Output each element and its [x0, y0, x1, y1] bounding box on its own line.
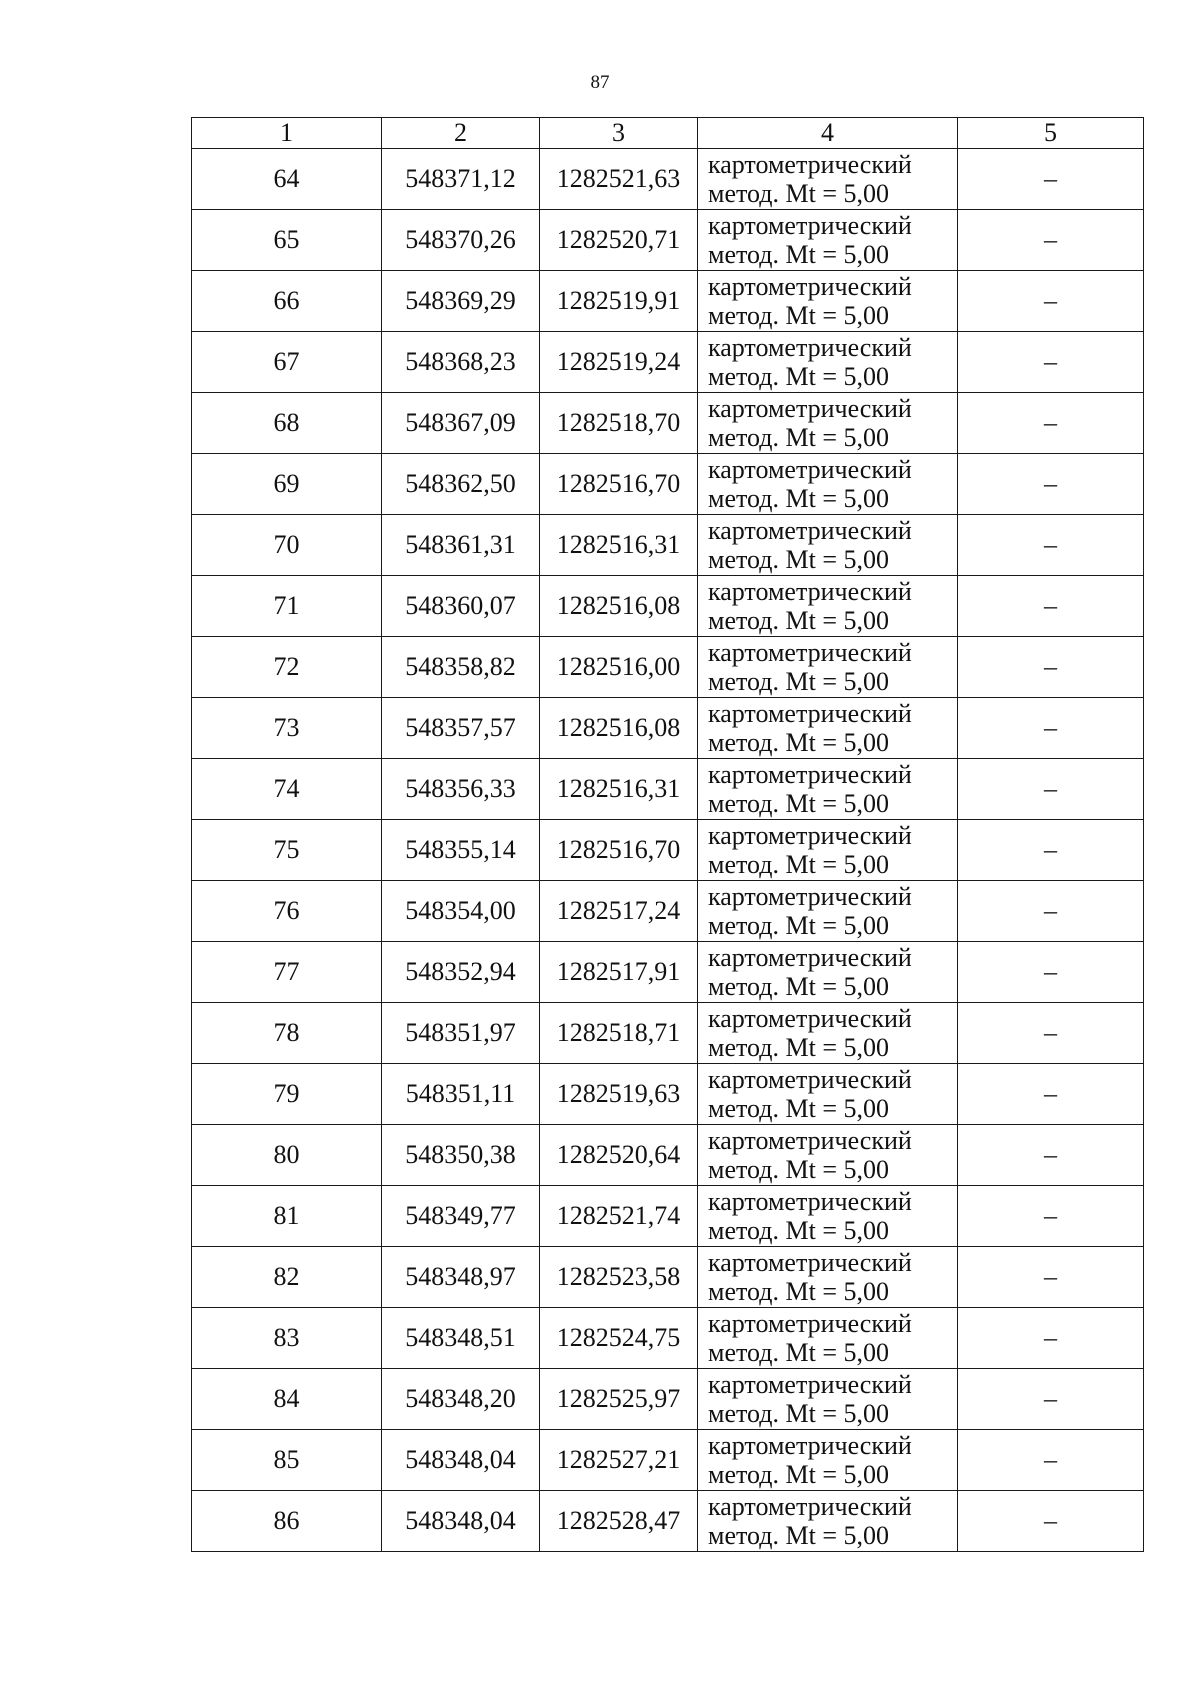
method-cell: [698, 1491, 958, 1552]
method-cell: [698, 1308, 958, 1369]
point-number-cell: 72: [192, 637, 382, 698]
method-line-1: картометрический: [708, 577, 912, 606]
header-row: [192, 118, 1144, 149]
y-coordinate-cell: 1282520,71: [540, 210, 698, 271]
method-line-1: картометрический: [708, 821, 912, 850]
point-number-cell: 65: [192, 210, 382, 271]
y-coordinate-cell: 1282516,31: [540, 759, 698, 820]
table-row: [192, 1430, 1144, 1491]
method-cell: [698, 881, 958, 942]
x-coordinate-cell: 548369,29: [382, 271, 540, 332]
method-line-1: картометрический: [708, 1248, 912, 1277]
table-row: [192, 1064, 1144, 1125]
point-number-cell: 81: [192, 1186, 382, 1247]
note-cell: –: [958, 271, 1144, 332]
method-line-1: картометрический: [708, 333, 912, 362]
method-line-2: метод. Mt = 5,00: [708, 545, 889, 574]
method-line-1: картометрический: [708, 760, 912, 789]
note-cell: –: [958, 881, 1144, 942]
method-line-1: картометрический: [708, 1187, 912, 1216]
note-cell: –: [958, 637, 1144, 698]
header-col-3: 3: [540, 118, 698, 149]
note-cell: –: [958, 1125, 1144, 1186]
point-number-cell: 86: [192, 1491, 382, 1552]
point-number-cell: 66: [192, 271, 382, 332]
coordinates-table: [191, 117, 1144, 1552]
y-coordinate-cell: 1282516,08: [540, 576, 698, 637]
method-line-2: метод. Mt = 5,00: [708, 1460, 889, 1489]
note-cell: –: [958, 1003, 1144, 1064]
method-cell: [698, 1125, 958, 1186]
method-line-1: картометрический: [708, 638, 912, 667]
table-row: [192, 1491, 1144, 1552]
point-number-cell: 84: [192, 1369, 382, 1430]
point-number-cell: 83: [192, 1308, 382, 1369]
point-number-cell: 82: [192, 1247, 382, 1308]
note-cell: –: [958, 698, 1144, 759]
x-coordinate-cell: 548350,38: [382, 1125, 540, 1186]
method-cell: [698, 698, 958, 759]
table-row: [192, 1186, 1144, 1247]
x-coordinate-cell: 548348,04: [382, 1430, 540, 1491]
method-line-1: картометрический: [708, 882, 912, 911]
x-coordinate-cell: 548370,26: [382, 210, 540, 271]
method-line-2: метод. Mt = 5,00: [708, 362, 889, 391]
y-coordinate-cell: 1282521,63: [540, 149, 698, 210]
method-line-2: метод. Mt = 5,00: [708, 1521, 889, 1550]
method-cell: [698, 393, 958, 454]
method-line-1: картометрический: [708, 1065, 912, 1094]
method-line-1: картометрический: [708, 1126, 912, 1155]
note-cell: –: [958, 1308, 1144, 1369]
note-cell: –: [958, 454, 1144, 515]
point-number-cell: 76: [192, 881, 382, 942]
point-number-cell: 69: [192, 454, 382, 515]
method-cell: [698, 1369, 958, 1430]
x-coordinate-cell: 548352,94: [382, 942, 540, 1003]
y-coordinate-cell: 1282516,70: [540, 820, 698, 881]
y-coordinate-cell: 1282521,74: [540, 1186, 698, 1247]
method-cell: [698, 1003, 958, 1064]
x-coordinate-cell: 548356,33: [382, 759, 540, 820]
point-number-cell: 70: [192, 515, 382, 576]
method-cell: [698, 332, 958, 393]
header-col-4: 4: [698, 118, 958, 149]
y-coordinate-cell: 1282518,70: [540, 393, 698, 454]
method-line-2: метод. Mt = 5,00: [708, 1399, 889, 1428]
table-row: [192, 759, 1144, 820]
y-coordinate-cell: 1282516,08: [540, 698, 698, 759]
method-cell: [698, 149, 958, 210]
x-coordinate-cell: 548362,50: [382, 454, 540, 515]
method-line-2: метод. Mt = 5,00: [708, 911, 889, 940]
header-col-5: 5: [958, 118, 1144, 149]
method-line-1: картометрический: [708, 1004, 912, 1033]
table-row: [192, 1308, 1144, 1369]
method-line-2: метод. Mt = 5,00: [708, 1094, 889, 1123]
table-row: [192, 271, 1144, 332]
note-cell: –: [958, 576, 1144, 637]
x-coordinate-cell: 548351,11: [382, 1064, 540, 1125]
header-col-2: 2: [382, 118, 540, 149]
x-coordinate-cell: 548368,23: [382, 332, 540, 393]
point-number-cell: 75: [192, 820, 382, 881]
x-coordinate-cell: 548371,12: [382, 149, 540, 210]
table-row: [192, 1003, 1144, 1064]
x-coordinate-cell: 548361,31: [382, 515, 540, 576]
method-cell: [698, 454, 958, 515]
y-coordinate-cell: 1282520,64: [540, 1125, 698, 1186]
y-coordinate-cell: 1282518,71: [540, 1003, 698, 1064]
table-row: [192, 698, 1144, 759]
method-line-2: метод. Mt = 5,00: [708, 728, 889, 757]
note-cell: –: [958, 1064, 1144, 1125]
point-number-cell: 68: [192, 393, 382, 454]
method-line-2: метод. Mt = 5,00: [708, 179, 889, 208]
y-coordinate-cell: 1282528,47: [540, 1491, 698, 1552]
point-number-cell: 77: [192, 942, 382, 1003]
x-coordinate-cell: 548357,57: [382, 698, 540, 759]
method-line-2: метод. Mt = 5,00: [708, 484, 889, 513]
method-cell: [698, 271, 958, 332]
y-coordinate-cell: 1282519,24: [540, 332, 698, 393]
method-cell: [698, 515, 958, 576]
table-row: [192, 1125, 1144, 1186]
method-line-1: картометрический: [708, 1309, 912, 1338]
method-line-2: метод. Mt = 5,00: [708, 606, 889, 635]
table-row: [192, 393, 1144, 454]
method-line-1: картометрический: [708, 150, 912, 179]
method-line-2: метод. Mt = 5,00: [708, 789, 889, 818]
page-number: 87: [590, 72, 610, 93]
method-cell: [698, 1064, 958, 1125]
method-cell: [698, 1186, 958, 1247]
y-coordinate-cell: 1282525,97: [540, 1369, 698, 1430]
note-cell: –: [958, 942, 1144, 1003]
method-cell: [698, 576, 958, 637]
note-cell: –: [958, 393, 1144, 454]
point-number-cell: 67: [192, 332, 382, 393]
x-coordinate-cell: 548348,97: [382, 1247, 540, 1308]
x-coordinate-cell: 548360,07: [382, 576, 540, 637]
note-cell: –: [958, 1369, 1144, 1430]
method-line-1: картометрический: [708, 516, 912, 545]
method-cell: [698, 637, 958, 698]
point-number-cell: 64: [192, 149, 382, 210]
y-coordinate-cell: 1282517,91: [540, 942, 698, 1003]
note-cell: –: [958, 149, 1144, 210]
y-coordinate-cell: 1282524,75: [540, 1308, 698, 1369]
method-cell: [698, 1247, 958, 1308]
method-cell: [698, 942, 958, 1003]
y-coordinate-cell: 1282527,21: [540, 1430, 698, 1491]
table-row: [192, 576, 1144, 637]
y-coordinate-cell: 1282516,70: [540, 454, 698, 515]
point-number-cell: 80: [192, 1125, 382, 1186]
method-line-1: картометрический: [708, 211, 912, 240]
y-coordinate-cell: 1282517,24: [540, 881, 698, 942]
note-cell: –: [958, 515, 1144, 576]
method-line-1: картометрический: [708, 1431, 912, 1460]
table-row: [192, 454, 1144, 515]
y-coordinate-cell: 1282516,00: [540, 637, 698, 698]
note-cell: –: [958, 820, 1144, 881]
method-line-1: картометрический: [708, 943, 912, 972]
table-row: [192, 942, 1144, 1003]
method-line-2: метод. Mt = 5,00: [708, 1155, 889, 1184]
table-row: [192, 820, 1144, 881]
method-line-1: картометрический: [708, 1370, 912, 1399]
method-line-2: метод. Mt = 5,00: [708, 301, 889, 330]
x-coordinate-cell: 548358,82: [382, 637, 540, 698]
method-line-2: метод. Mt = 5,00: [708, 423, 889, 452]
method-line-1: картометрический: [708, 455, 912, 484]
x-coordinate-cell: 548351,97: [382, 1003, 540, 1064]
method-line-1: картометрический: [708, 1492, 912, 1521]
point-number-cell: 74: [192, 759, 382, 820]
table-header: [192, 118, 1144, 149]
method-line-2: метод. Mt = 5,00: [708, 850, 889, 879]
method-cell: [698, 1430, 958, 1491]
note-cell: –: [958, 1491, 1144, 1552]
method-line-1: картометрический: [708, 699, 912, 728]
note-cell: –: [958, 1430, 1144, 1491]
table-row: [192, 332, 1144, 393]
x-coordinate-cell: 548348,51: [382, 1308, 540, 1369]
method-cell: [698, 820, 958, 881]
x-coordinate-cell: 548354,00: [382, 881, 540, 942]
method-line-2: метод. Mt = 5,00: [708, 1033, 889, 1062]
table-row: [192, 149, 1144, 210]
method-line-2: метод. Mt = 5,00: [708, 972, 889, 1001]
table-row: [192, 515, 1144, 576]
x-coordinate-cell: 548348,20: [382, 1369, 540, 1430]
x-coordinate-cell: 548355,14: [382, 820, 540, 881]
y-coordinate-cell: 1282519,91: [540, 271, 698, 332]
method-line-1: картометрический: [708, 272, 912, 301]
note-cell: –: [958, 1186, 1144, 1247]
point-number-cell: 85: [192, 1430, 382, 1491]
table-row: [192, 1369, 1144, 1430]
x-coordinate-cell: 548348,04: [382, 1491, 540, 1552]
note-cell: –: [958, 332, 1144, 393]
point-number-cell: 79: [192, 1064, 382, 1125]
point-number-cell: 78: [192, 1003, 382, 1064]
method-line-1: картометрический: [708, 394, 912, 423]
y-coordinate-cell: 1282523,58: [540, 1247, 698, 1308]
table-row: [192, 1247, 1144, 1308]
method-line-2: метод. Mt = 5,00: [708, 1338, 889, 1367]
table-body: [192, 149, 1144, 1552]
method-line-2: метод. Mt = 5,00: [708, 1216, 889, 1245]
point-number-cell: 73: [192, 698, 382, 759]
method-cell: [698, 210, 958, 271]
note-cell: –: [958, 759, 1144, 820]
method-line-2: метод. Mt = 5,00: [708, 1277, 889, 1306]
table-row: [192, 637, 1144, 698]
x-coordinate-cell: 548349,77: [382, 1186, 540, 1247]
y-coordinate-cell: 1282519,63: [540, 1064, 698, 1125]
method-cell: [698, 759, 958, 820]
method-line-2: метод. Mt = 5,00: [708, 667, 889, 696]
note-cell: –: [958, 1247, 1144, 1308]
point-number-cell: 71: [192, 576, 382, 637]
method-line-2: метод. Mt = 5,00: [708, 240, 889, 269]
header-col-1: 1: [192, 118, 382, 149]
note-cell: –: [958, 210, 1144, 271]
table-row: [192, 210, 1144, 271]
y-coordinate-cell: 1282516,31: [540, 515, 698, 576]
x-coordinate-cell: 548367,09: [382, 393, 540, 454]
table-row: [192, 881, 1144, 942]
